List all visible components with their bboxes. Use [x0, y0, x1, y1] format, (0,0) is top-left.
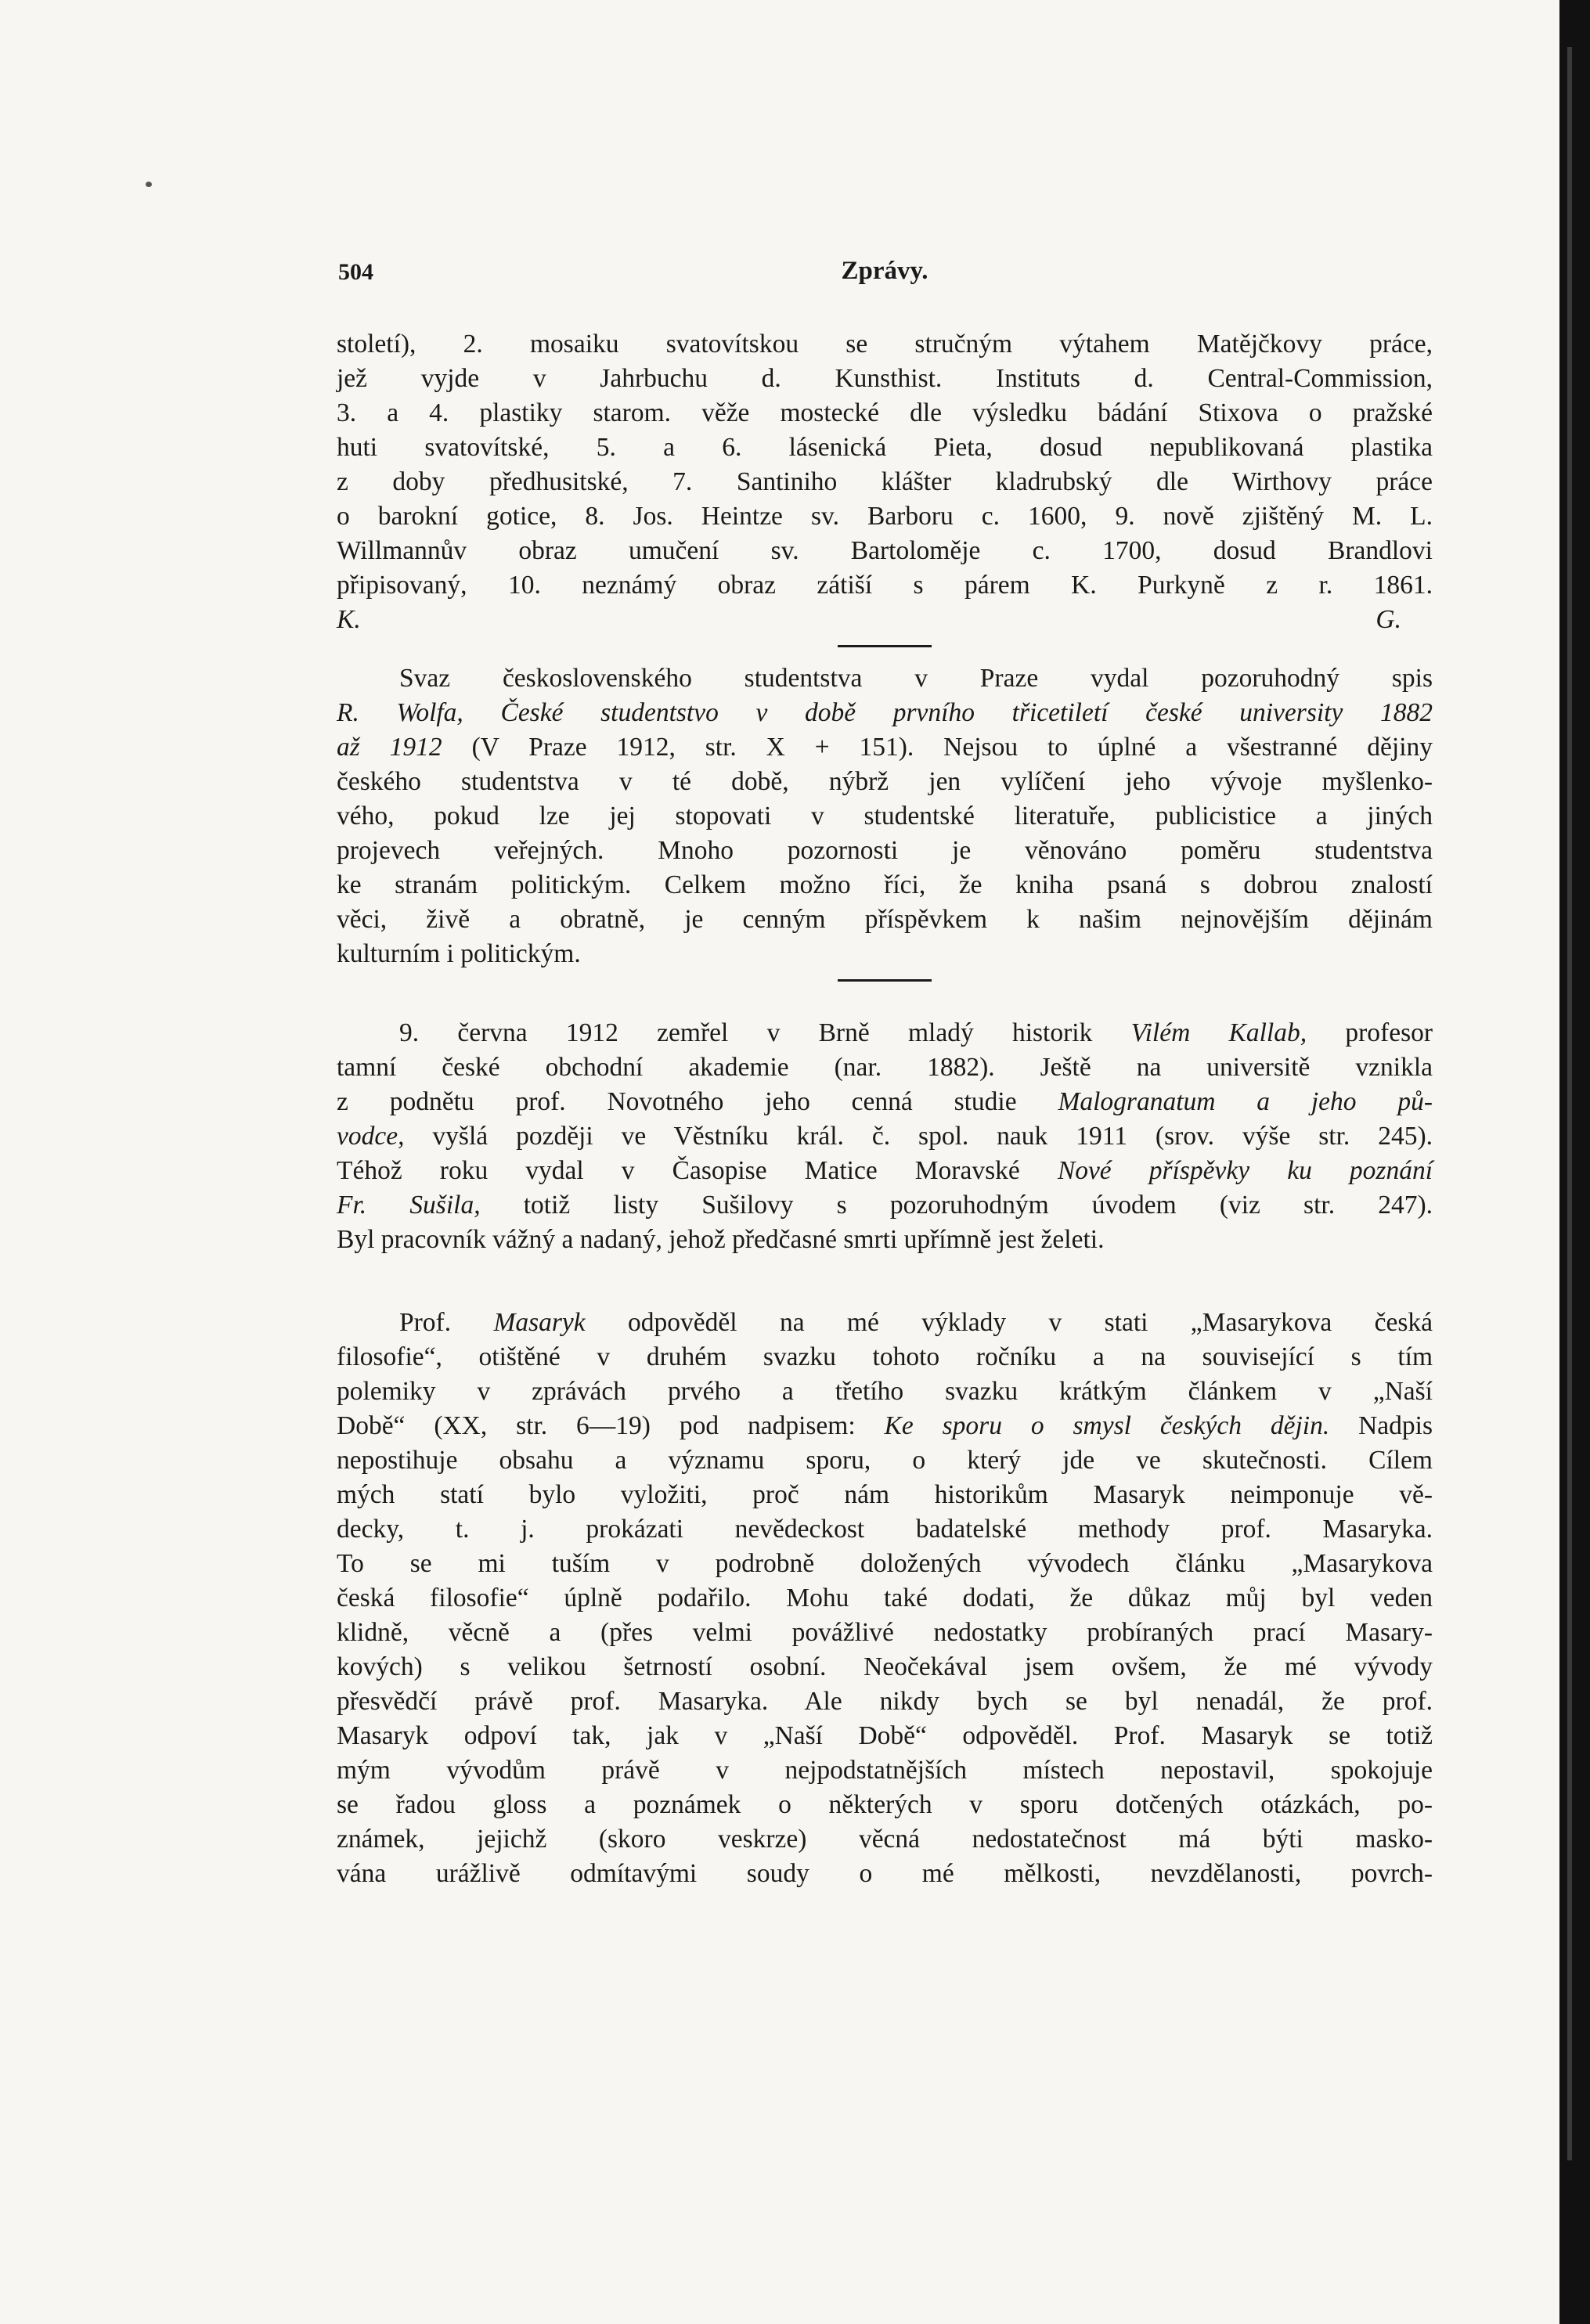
spacer [337, 996, 1433, 1016]
section-3-paragraph [337, 1016, 1433, 1257]
paragraph-line [337, 696, 1433, 730]
paragraph-line [337, 1188, 1433, 1223]
article-title: Ke sporu o smysl českých dějin. [884, 1411, 1330, 1440]
paragraph-line: vého, pokud lze jej stopovati v studentské literatuře, publicistice a jiných [337, 802, 1433, 831]
book-author: R. Wolfa, [337, 698, 463, 727]
paragraph-line [337, 1306, 1433, 1340]
paragraph-line [337, 1085, 1433, 1119]
paragraph-line: věci, živě a obratně, je cenným příspěvkem k našim nejnovějším dějinám [337, 905, 1433, 934]
paragraph-line: kových) s velikou šetrností osobní. Neočekával jsem ovšem, že mé vývody [337, 1652, 1433, 1681]
paragraph-line: klidně, věcně a (přes velmi povážlivé nedostatky probíraných prací Masary- [337, 1618, 1433, 1647]
paragraph-line: Svaz československého studentstva v Praze vydal pozoruhodný spis [399, 664, 1433, 693]
work-title: Malogranatum a jeho pů- [1058, 1087, 1433, 1116]
paragraph-line: tamní české obchodní akademie (nar. 1882). Ještě na universitě vznikla [337, 1053, 1433, 1082]
paragraph-line: z doby předhusitské, 7. Santiniho klášter kladrubský dle Wirthovy práce [337, 467, 1433, 496]
paragraph-line [337, 1016, 1433, 1050]
paragraph-line: nepostihuje obsahu a významu sporu, o který jde ve skutečnosti. Cílem [337, 1446, 1433, 1475]
paragraph-line: století), 2. mosaiku svatovítskou se stručným výtahem Matějčkovy práce, [337, 330, 1433, 359]
paragraph-line: Willmannův obraz umučení sv. Bartoloměje c. 1700, dosud Brandlovi [337, 536, 1433, 565]
line-text: Nadpis [1358, 1411, 1433, 1440]
paragraph-line: filosofie“, otištěné v druhém svazku tohoto ročníku a na související s tím [337, 1342, 1433, 1371]
scan-speck [146, 182, 152, 187]
section-4-paragraph [337, 1306, 1433, 1891]
work-title: Fr. Sušila, [337, 1191, 481, 1220]
line-text: totiž listy Sušilovy s pozoruhodným úvodem (viz str. 247). [523, 1191, 1433, 1220]
author-signature: K. G. [337, 605, 1401, 634]
line-text: 9. června 1912 zemřel v Brně mladý historik [399, 1018, 1093, 1047]
spacer [337, 1285, 1433, 1306]
section-divider [838, 645, 932, 647]
person-name: Masaryk [493, 1308, 586, 1337]
paragraph-line [337, 1154, 1433, 1188]
paragraph-line [337, 1119, 1433, 1154]
paragraph-line: o barokní gotice, 8. Jos. Heintze sv. Barboru c. 1600, 9. nově zjištěný M. L. [337, 502, 1433, 531]
line-text: (V Praze 1912, str. X + 151). Nejsou to úplné a všestranné dějiny [471, 733, 1433, 762]
work-title: Nové příspěvky ku poznání [1057, 1156, 1433, 1185]
paragraph-line: připisovaný, 10. neznámý obraz zátiší s párem K. Purkyně z r. 1861. [337, 571, 1433, 600]
spacer [337, 1257, 1433, 1285]
person-name: Vilém Kallab, [1130, 1018, 1307, 1047]
paragraph-line: česká filosofie“ úplně podařilo. Mohu také dodati, že důkaz můj byl veden [337, 1584, 1433, 1612]
line-text: profesor [1345, 1018, 1433, 1047]
paragraph-line: mých statí bylo vyložiti, proč nám historikům Masaryk neimponuje vě- [337, 1480, 1433, 1509]
paragraph-line: projevech veřejných. Mnoho pozornosti je věnováno poměru studentstva [337, 836, 1433, 865]
paragraph-line: českého studentstva v té době, nýbrž jen vylíčení jeho vývoje myšlenko- [337, 767, 1433, 796]
book-title: České studentstvo v době prvního třicetiletí české university 1882 [500, 698, 1433, 727]
running-title: Zprávy. [841, 257, 928, 285]
paragraph-line: To se mi tuším v podrobně doložených vývodech článku „Masarykova [337, 1549, 1433, 1578]
paragraph-line: Byl pracovník vážný a nadaný, jehož předčasné smrti upřímně jest želeti. [337, 1225, 1105, 1254]
paragraph-line: jež vyjde v Jahrbuchu d. Kunsthist. Instituts d. Central-Commission, [337, 364, 1433, 393]
section-1-paragraph [337, 327, 1433, 637]
line-text: Prof. [399, 1308, 452, 1337]
paragraph-line: se řadou gloss a poznámek o některých v sporu dotčených otázkách, po- [337, 1790, 1433, 1819]
paragraph-line: známek, jejichž (skoro veskrze) věcná nedostatečnost má býti masko- [337, 1825, 1433, 1854]
line-text: z podnětu prof. Novotného jeho cenná studie [337, 1087, 1017, 1116]
paragraph-line: decky, t. j. prokázati nevědeckost badatelské methody prof. Masaryka. [337, 1515, 1433, 1544]
line-text: vyšlá později ve Věstníku král. č. spol. nauk 1911 (srov. výše str. 245). [432, 1122, 1433, 1151]
line-text: odpověděl na mé výklady v stati „Masarykova česká [628, 1308, 1433, 1337]
work-title: vodce, [337, 1122, 405, 1151]
paragraph-line [337, 730, 1433, 765]
paragraph-line: 3. a 4. plastiky starom. věže mostecké dle výsledku bádání Stixova o pražské [337, 398, 1433, 427]
paragraph-line: ke stranám politickým. Celkem možno říci, že kniha psaná s dobrou znalostí [337, 870, 1433, 899]
paragraph-line: polemiky v zprávách prvého a třetího svazku krátkým článkem v „Naší [337, 1377, 1433, 1406]
scan-border [1559, 0, 1590, 2324]
line-text: Době“ (XX, str. 6—19) pod nadpisem: [337, 1411, 856, 1440]
line-text: Téhož roku vydal v Časopise Matice Moravské [337, 1156, 1020, 1185]
paragraph-line: huti svatovítské, 5. a 6. lásenická Pieta, dosud nepublikovaná plastika [337, 433, 1433, 462]
scan-border-strip [1567, 47, 1572, 2160]
paragraph-line: Masaryk odpoví tak, jak v „Naší Době“ odpověděl. Prof. Masaryk se totiž [337, 1721, 1433, 1750]
paragraph-line: vána urážlivě odmítavými soudy o mé mělkosti, nevzdělanosti, povrch- [337, 1859, 1433, 1888]
page-number: 504 [338, 259, 373, 285]
book-title-end: až 1912 [337, 733, 442, 762]
paragraph-line: přesvědčí právě prof. Masaryka. Ale nikdy bych se byl nenadál, že prof. [337, 1687, 1433, 1716]
paragraph-line [337, 1409, 1433, 1443]
page-text [337, 250, 1433, 1891]
paragraph-line: mým vývodům právě v nejpodstatnějších místech nepostavil, spokojuje [337, 1756, 1433, 1785]
paragraph-line: kulturním i politickým. [337, 939, 581, 968]
page-header [337, 250, 1433, 297]
section-divider [838, 979, 932, 982]
section-2-paragraph [337, 661, 1433, 971]
